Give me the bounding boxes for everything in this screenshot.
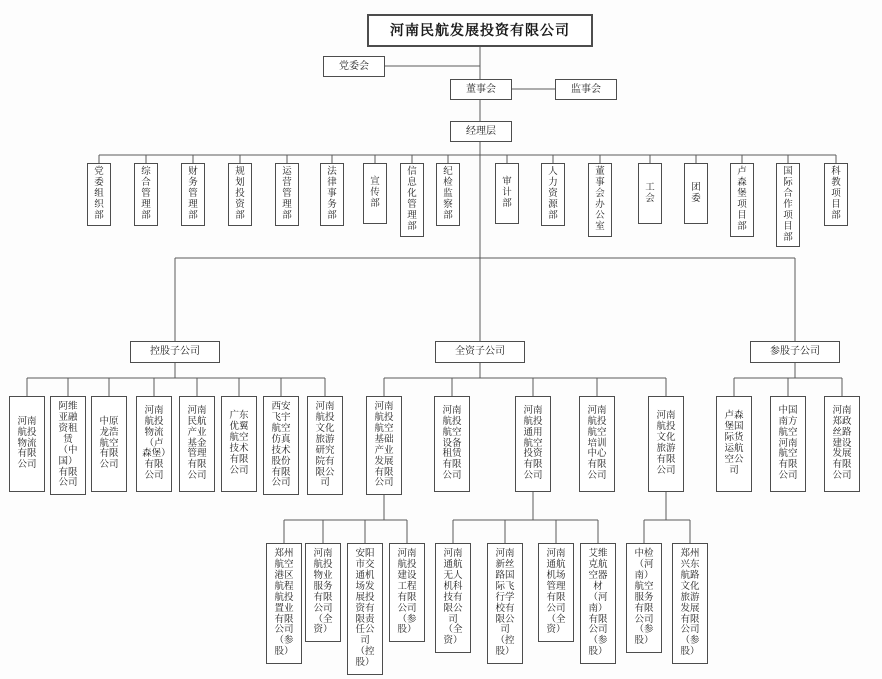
dept-box: 科教项目部	[824, 163, 848, 226]
subsidiary-box: 安阳市交通机场发展投资有限责任公司（控股）	[347, 543, 383, 675]
dept-box: 董事会办公室	[588, 163, 612, 237]
subsidiary-box: 中检（河南）航空服务有限公司（参股）	[626, 543, 662, 653]
dept-box: 党委组织部	[87, 163, 111, 226]
dept-box: 规划投资部	[228, 163, 252, 226]
company-box: 河南航投航空基础产业发展有限公司	[366, 396, 402, 495]
subsidiary-box: 河南航投物业服务有限公司（全资）	[305, 543, 341, 642]
company-box: 中国南方航空河南航空有限公司	[770, 396, 806, 492]
dept-box: 人力资源部	[541, 163, 565, 226]
company-title-box: 河南民航发展投资有限公司	[367, 14, 593, 47]
management-layer-box: 经理层	[450, 121, 512, 142]
category-holding-subsidiaries: 控股子公司	[130, 341, 220, 363]
dept-box: 财务管理部	[181, 163, 205, 226]
dept-box: 国际合作项目部	[776, 163, 800, 247]
company-box: 河南民航产业基金管理有限公司	[179, 396, 215, 492]
company-box: 河南郑政丝路建设发展有限公司	[824, 396, 860, 492]
dept-box: 运营管理部	[275, 163, 299, 226]
company-box: 河南航投文化旅游研究院有限公司	[307, 396, 343, 495]
company-box: 卢森堡国际货运航空公司	[716, 396, 752, 492]
company-box: 河南航投物流有限公司	[9, 396, 45, 492]
subsidiary-box: 河南新丝路国际飞行学校有限公司（控股）	[487, 543, 523, 664]
dept-box: 宣传部	[363, 163, 387, 224]
dept-box: 综合管理部	[134, 163, 158, 226]
dept-box: 卢森堡项目部	[730, 163, 754, 237]
company-box: 河南航投航空培训中心有限公司	[579, 396, 615, 492]
subsidiary-box: 河南通航无人机科技有限公司（全资）	[435, 543, 471, 653]
subsidiary-box: 郑州兴东航路文化旅游发展有限公司（参股）	[672, 543, 708, 664]
dept-box: 纪检监察部	[436, 163, 460, 226]
dept-box: 信息化管理部	[400, 163, 424, 237]
board-of-directors-box: 董事会	[450, 79, 512, 100]
company-box: 河南航投通用航空投资有限公司	[515, 396, 551, 492]
company-box: 中原龙浩航空有限公司	[91, 396, 127, 492]
subsidiary-box: 艾维克航空器材（河南）有限公司（参股）	[580, 543, 616, 664]
party-committee-box: 党委会	[323, 56, 385, 77]
dept-box: 团委	[684, 163, 708, 224]
supervisory-board-box: 监事会	[555, 79, 617, 100]
company-box: 广东优翼航空技术有限公司	[221, 396, 257, 492]
dept-box: 工会	[638, 163, 662, 224]
subsidiary-box: 郑州航空港区航程航投置业有限公司（参股）	[266, 543, 302, 664]
company-box: 河南航投航空设备租赁有限公司	[434, 396, 470, 492]
company-box: 河南航投物流（卢森堡）有限公司	[136, 396, 172, 492]
company-box: 阿维亚融资租赁（中国）有限公司	[50, 396, 86, 495]
company-box: 河南航投文化旅游有限公司	[648, 396, 684, 492]
subsidiary-box: 河南航投建设工程有限公司（参股）	[389, 543, 425, 642]
category-equity-subsidiaries: 参股子公司	[750, 341, 840, 363]
category-wholly-owned-subsidiaries: 全资子公司	[435, 341, 525, 363]
dept-box: 审计部	[495, 163, 519, 224]
subsidiary-box: 河南通航机场管理有限公司（全资）	[538, 543, 574, 642]
dept-box: 法律事务部	[320, 163, 344, 226]
company-box: 西安飞宇航空仿真技术股份有限公司	[263, 396, 299, 495]
